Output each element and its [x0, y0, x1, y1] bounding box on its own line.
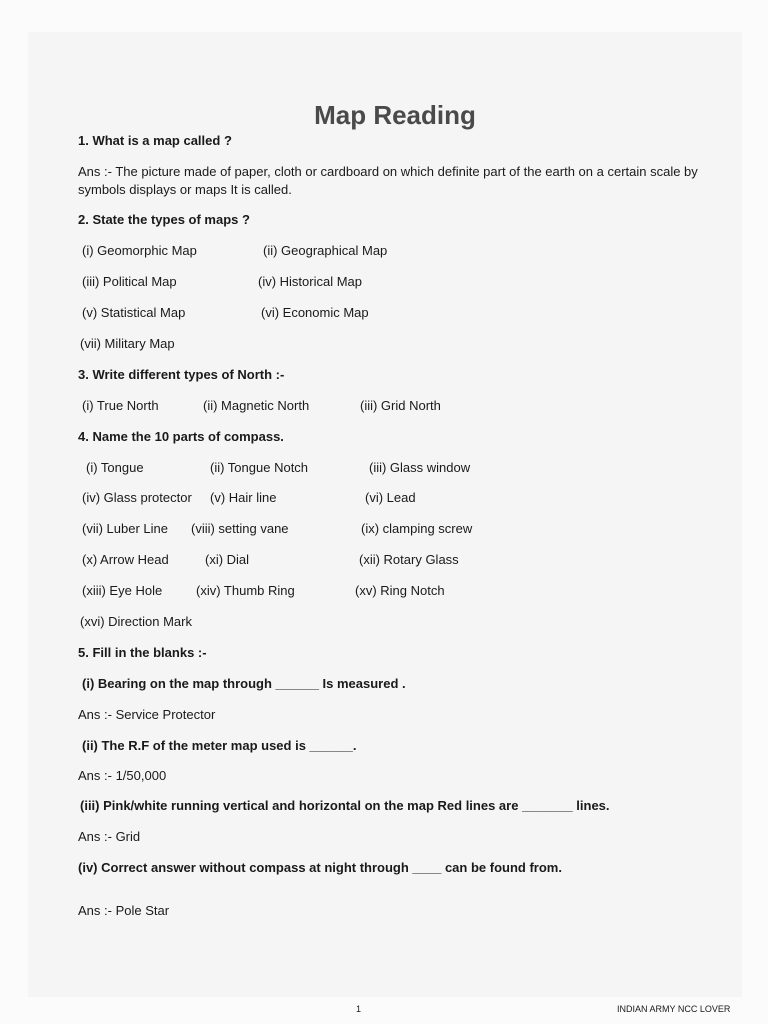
blank-answer: Ans :- Pole Star — [78, 903, 170, 918]
page-number: 1 — [356, 1004, 362, 1014]
question-5: 5. Fill in the blanks :- — [78, 645, 207, 660]
compass-part-item: (vi) Lead — [365, 490, 416, 505]
compass-part-item: (xvi) Direction Mark — [80, 614, 192, 629]
compass-part-item: (xiv) Thumb Ring — [196, 583, 295, 598]
question-3: 3. Write different types of North :- — [78, 367, 285, 382]
map-type-item: (i) Geomorphic Map — [82, 243, 197, 258]
map-type-item: (vi) Economic Map — [261, 305, 369, 320]
question-1: 1. What is a map called ? — [78, 133, 232, 148]
blank-answer: Ans :- Service Protector — [78, 707, 216, 722]
compass-part-item: (xiii) Eye Hole — [82, 583, 163, 598]
blank-question: (ii) The R.F of the meter map used is ______. — [82, 738, 357, 753]
compass-part-item: (viii) setting vane — [191, 521, 289, 536]
map-type-item: (ii) Geographical Map — [263, 243, 388, 258]
blank-answer: Ans :- Grid — [78, 829, 141, 844]
compass-part-item: (vii) Luber Line — [82, 521, 168, 536]
blank-question: (iv) Correct answer without compass at night through ____ can be found from. — [78, 860, 562, 875]
question-4: 4. Name the 10 parts of compass. — [78, 429, 284, 444]
compass-part-item: (iv) Glass protector — [82, 490, 192, 505]
answer-1: Ans :- The picture made of paper, cloth or cardboard on which definite part of the earth on a certain scale by symbols displays or maps It is called. — [78, 164, 698, 197]
north-type-item: (ii) Magnetic North — [203, 398, 310, 413]
compass-part-item: (xi) Dial — [205, 552, 250, 567]
map-type-item: (v) Statistical Map — [82, 305, 186, 320]
blank-question: (iii) Pink/white running vertical and horizontal on the map Red lines are _______ lines. — [80, 798, 610, 813]
map-type-item: (iii) Political Map — [82, 274, 177, 289]
compass-part-item: (x) Arrow Head — [82, 552, 169, 567]
compass-part-item: (i) Tongue — [86, 460, 144, 475]
blank-question: (i) Bearing on the map through ______ Is measured . — [82, 676, 406, 691]
north-type-item: (i) True North — [82, 398, 159, 413]
page-title: Map Reading — [314, 100, 476, 130]
north-type-item: (iii) Grid North — [360, 398, 441, 413]
footer-credit: INDIAN ARMY NCC LOVER — [617, 1004, 731, 1014]
compass-part-item: (ii) Tongue Notch — [210, 460, 309, 475]
question-2: 2. State the types of maps ? — [78, 212, 250, 227]
map-type-item: (iv) Historical Map — [258, 274, 363, 289]
compass-part-item: (v) Hair line — [210, 490, 277, 505]
map-type-item: (vii) Military Map — [80, 336, 175, 351]
compass-part-item: (iii) Glass window — [369, 460, 471, 475]
compass-part-item: (xii) Rotary Glass — [359, 552, 459, 567]
blank-answer: Ans :- 1/50,000 — [78, 768, 167, 783]
compass-part-item: (xv) Ring Notch — [355, 583, 445, 598]
compass-part-item: (ix) clamping screw — [361, 521, 473, 536]
